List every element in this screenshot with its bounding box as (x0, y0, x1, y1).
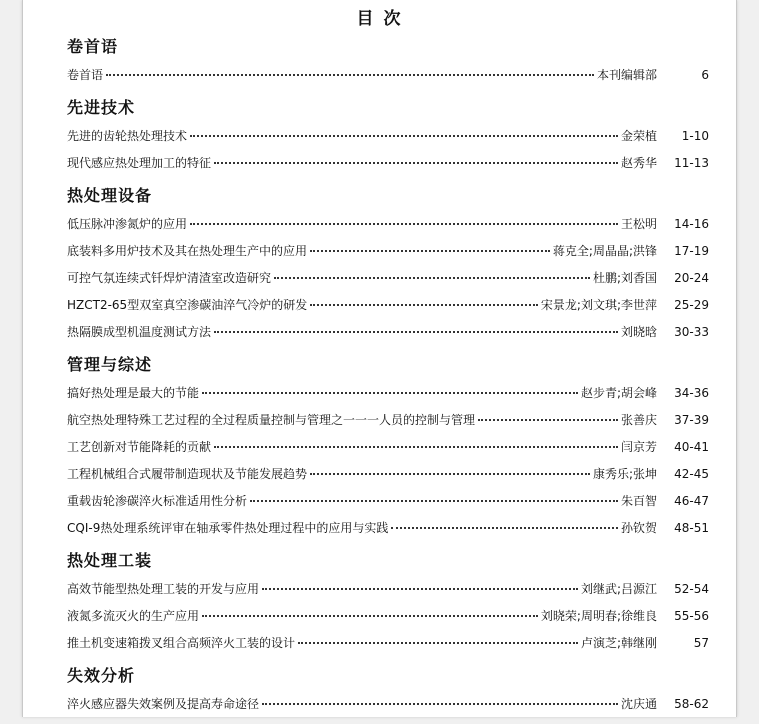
section-heading: 热处理工装 (67, 551, 153, 570)
entry-title-link[interactable]: 推土机变速箱拨叉组合高频淬火工装的设计 (67, 636, 296, 650)
entry-authors: 沈庆通 (620, 697, 657, 711)
entry-title-link[interactable]: 高效节能型热处理工装的开发与应用 (67, 582, 260, 596)
entry-title-link[interactable]: CQI-9热处理系统评审在轴承零件热处理过程中的应用与实践 (67, 521, 389, 535)
entry-title-link[interactable]: 先进的齿轮热处理技术 (67, 129, 188, 143)
toc-entry[interactable] (67, 461, 709, 488)
toc-section (67, 663, 709, 718)
entry-page-range: 11-13 (674, 156, 709, 170)
entry-page-range: 17-19 (674, 244, 709, 258)
entry-title-link[interactable]: 重载齿轮渗碳淬火标准适用性分析 (67, 494, 248, 508)
dot-leader (274, 277, 590, 279)
entry-authors: 闫京芳 (620, 440, 657, 454)
section-heading: 先进技术 (67, 98, 136, 117)
toc-entry[interactable] (67, 576, 709, 603)
entry-title-link[interactable]: 热隔膜成型机温度测试方法 (67, 325, 212, 339)
entry-page-range: 6 (701, 68, 709, 82)
toc-entry[interactable] (67, 292, 709, 319)
dot-leader (310, 473, 590, 475)
entry-authors: 孙钦贺 (620, 521, 657, 535)
dot-leader (214, 162, 618, 164)
toc-section (67, 34, 709, 89)
entry-authors: 杜鹏;刘香国 (592, 271, 657, 285)
entry-page-range: 34-36 (674, 386, 709, 400)
dot-leader (298, 642, 578, 644)
entry-page-range: 14-16 (674, 217, 709, 231)
toc-entry[interactable] (67, 62, 709, 89)
toc-entry[interactable] (67, 630, 709, 657)
dot-leader (106, 74, 594, 76)
entry-page-range: 37-39 (674, 413, 709, 427)
dot-leader (391, 527, 618, 529)
toc-entry[interactable] (67, 380, 709, 407)
entry-page-range: 46-47 (674, 494, 709, 508)
section-heading: 卷首语 (67, 37, 119, 56)
toc-entry[interactable] (67, 488, 709, 515)
dot-leader (214, 446, 618, 448)
toc-entry[interactable] (67, 603, 709, 630)
dot-leader (202, 615, 538, 617)
entry-page-range: 1-10 (681, 129, 709, 143)
entry-title-link[interactable]: 搞好热处理是最大的节能 (67, 386, 200, 400)
table-of-contents (67, 34, 709, 724)
entry-title-link[interactable]: 淬火感应器失效案例及提高寿命途径 (67, 697, 260, 711)
entry-page-range: 58-62 (674, 697, 709, 711)
dot-leader (262, 703, 618, 705)
entry-title-link[interactable]: 工程机械组合式履带制造现状及节能发展趋势 (67, 467, 308, 481)
entry-page-range: 25-29 (674, 298, 709, 312)
entry-title-link[interactable]: 现代感应热处理加工的特征 (67, 156, 212, 170)
entry-authors: 赵秀华 (620, 156, 657, 170)
toc-section (67, 548, 709, 657)
toc-entry[interactable] (67, 319, 709, 346)
entry-authors: 朱百智 (620, 494, 657, 508)
entry-page-range: 42-45 (674, 467, 709, 481)
dot-leader (262, 588, 578, 590)
toc-entry[interactable] (67, 434, 709, 461)
toc-section (67, 352, 709, 542)
entry-authors: 蒋克全;周晶晶;洪锋 (552, 244, 657, 258)
toc-section (67, 183, 709, 346)
entry-title-link[interactable]: 液氮多流灭火的生产应用 (67, 609, 200, 623)
entry-authors: 王松明 (620, 217, 657, 231)
entry-title-link[interactable]: HZCT2-65型双室真空渗碳油淬气冷炉的研发 (67, 298, 308, 312)
entry-title-link[interactable]: 可控气氛连续式钎焊炉清渣室改造研究 (67, 271, 272, 285)
toc-entry[interactable] (67, 265, 709, 292)
dot-leader (202, 392, 578, 394)
toc-entry[interactable] (67, 211, 709, 238)
toc-entry[interactable] (67, 515, 709, 542)
section-heading: 失效分析 (67, 666, 136, 685)
entry-authors: 卢演芝;韩继刚 (580, 636, 657, 650)
entry-page-range: 40-41 (674, 440, 709, 454)
toc-entry[interactable] (67, 123, 709, 150)
dot-leader (478, 419, 618, 421)
entry-authors: 康秀乐;张坤 (592, 467, 657, 481)
page-title: 目 次 (356, 9, 403, 29)
section-heading: 热处理设备 (67, 186, 153, 205)
entry-page-range: 48-51 (674, 521, 709, 535)
dot-leader (190, 135, 618, 137)
toc-entry[interactable] (67, 691, 709, 718)
toc-entry[interactable] (67, 150, 709, 177)
entry-authors: 本刊编辑部 (596, 68, 657, 82)
entry-authors: 赵步青;胡会峰 (580, 386, 657, 400)
section-heading: 管理与综述 (67, 355, 153, 374)
entry-title-link[interactable]: 工艺创新对节能降耗的贡献 (67, 440, 212, 454)
entry-page-range: 52-54 (674, 582, 709, 596)
entry-page-range: 20-24 (674, 271, 709, 285)
dot-leader (310, 304, 538, 306)
dot-leader (214, 331, 618, 333)
entry-authors: 刘继武;吕源江 (580, 582, 657, 596)
entry-title-link[interactable]: 卷首语 (67, 68, 104, 82)
document-page (22, 0, 737, 717)
entry-authors: 张善庆 (620, 413, 657, 427)
entry-title-link[interactable]: 底装料多用炉技术及其在热处理生产中的应用 (67, 244, 308, 258)
entry-title-link[interactable]: 低压脉冲渗氮炉的应用 (67, 217, 188, 231)
dot-leader (250, 500, 618, 502)
toc-entry[interactable] (67, 238, 709, 265)
entry-page-range: 55-56 (674, 609, 709, 623)
entry-authors: 宋景龙;刘文琪;李世萍 (540, 298, 657, 312)
dot-leader (310, 250, 550, 252)
entry-page-range: 30-33 (674, 325, 709, 339)
entry-authors: 刘晓晗 (620, 325, 657, 339)
dot-leader (190, 223, 618, 225)
entry-title-link[interactable]: 航空热处理特殊工艺过程的全过程质量控制与管理之一一一人员的控制与管理 (67, 413, 476, 427)
toc-section (67, 95, 709, 177)
entry-authors: 金荣植 (620, 129, 657, 143)
toc-entry[interactable] (67, 407, 709, 434)
entry-page-range: 57 (693, 636, 709, 650)
entry-authors: 刘晓荣;周明春;徐维良 (540, 609, 657, 623)
